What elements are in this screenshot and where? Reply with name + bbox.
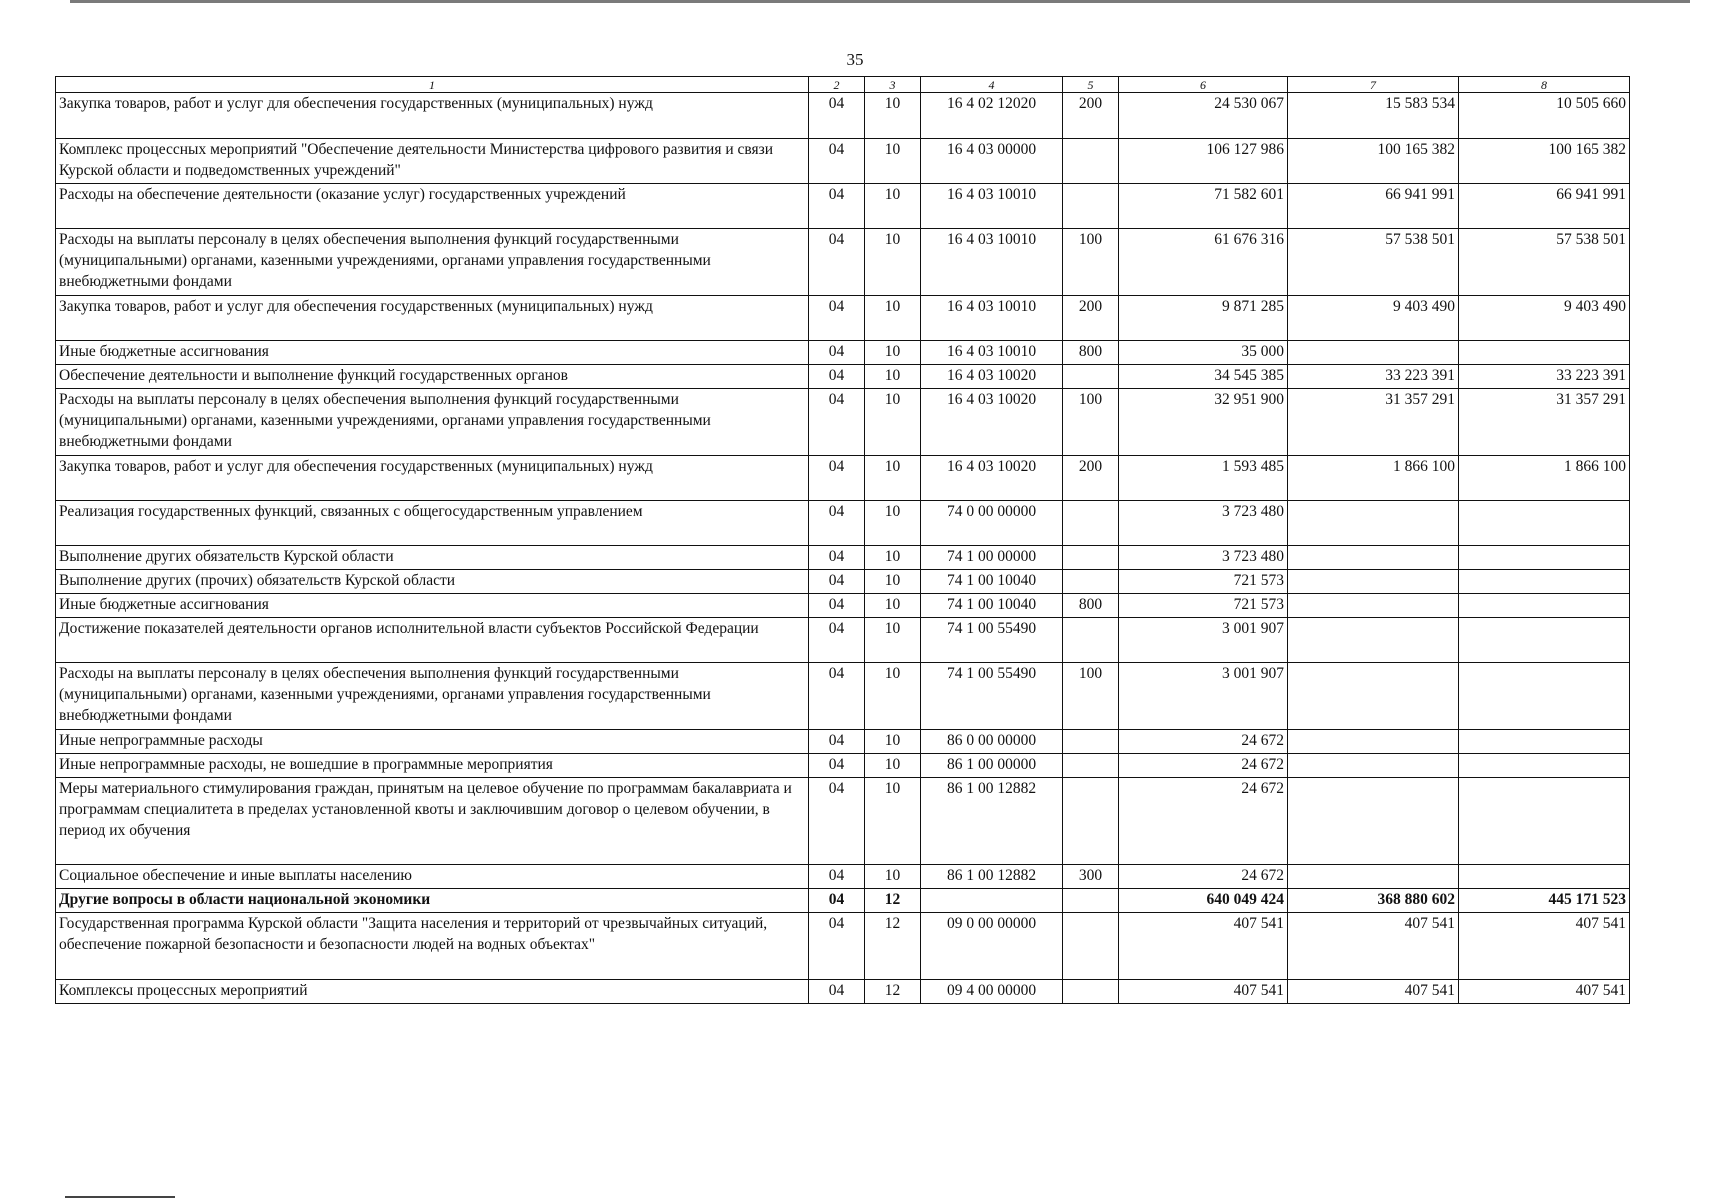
table-row bbox=[56, 570, 1630, 594]
cell-target-code: 86 1 00 12882 bbox=[921, 778, 1063, 865]
cell-expense-type: 100 bbox=[1063, 663, 1119, 730]
cell-name: Закупка товаров, работ и услуг для обеспечения государственных (муниципальных) нужд bbox=[56, 456, 809, 501]
cell-section: 04 bbox=[809, 980, 865, 1004]
cell-subsection: 10 bbox=[865, 546, 921, 570]
column-header-1: 1 bbox=[56, 77, 809, 93]
cell-name: Социальное обеспечение и иные выплаты населению bbox=[56, 865, 809, 889]
cell-section: 04 bbox=[809, 501, 865, 546]
cell-subsection: 12 bbox=[865, 889, 921, 913]
cell-section: 04 bbox=[809, 389, 865, 456]
table-row bbox=[56, 139, 1630, 184]
table-row bbox=[56, 754, 1630, 778]
cell-amount-8: 10 505 660 bbox=[1459, 93, 1630, 139]
table-row bbox=[56, 980, 1630, 1004]
table-row bbox=[56, 456, 1630, 501]
cell-name: Комплексы процессных мероприятий bbox=[56, 980, 809, 1004]
cell-amount-7 bbox=[1288, 570, 1459, 594]
cell-section: 04 bbox=[809, 865, 865, 889]
cell-expense-type: 800 bbox=[1063, 594, 1119, 618]
cell-amount-8 bbox=[1459, 778, 1630, 865]
cell-name: Закупка товаров, работ и услуг для обеспечения государственных (муниципальных) нужд bbox=[56, 296, 809, 341]
cell-subsection: 10 bbox=[865, 341, 921, 365]
table-row bbox=[56, 778, 1630, 865]
cell-amount-6: 3 723 480 bbox=[1119, 501, 1288, 546]
cell-amount-8: 407 541 bbox=[1459, 913, 1630, 980]
table-row bbox=[56, 501, 1630, 546]
cell-expense-type bbox=[1063, 754, 1119, 778]
cell-amount-8 bbox=[1459, 570, 1630, 594]
table-row bbox=[56, 341, 1630, 365]
cell-amount-7: 368 880 602 bbox=[1288, 889, 1459, 913]
cell-name: Иные бюджетные ассигнования bbox=[56, 594, 809, 618]
cell-amount-8 bbox=[1459, 341, 1630, 365]
cell-target-code: 86 1 00 00000 bbox=[921, 754, 1063, 778]
cell-expense-type bbox=[1063, 501, 1119, 546]
cell-target-code: 09 0 00 00000 bbox=[921, 913, 1063, 980]
cell-section: 04 bbox=[809, 184, 865, 229]
cell-name: Меры материального стимулирования граждан, принятым на целевое обучение по программам бакалавриата и программам специалитета в пределах установленной квоты и заключившим договор о целевом обучении, в период их обучения bbox=[56, 778, 809, 865]
cell-name: Закупка товаров, работ и услуг для обеспечения государственных (муниципальных) нужд bbox=[56, 93, 809, 139]
cell-section: 04 bbox=[809, 570, 865, 594]
cell-amount-7: 33 223 391 bbox=[1288, 365, 1459, 389]
table-row bbox=[56, 913, 1630, 980]
page-number: 35 bbox=[846, 50, 864, 69]
table-header-row bbox=[56, 77, 1630, 93]
table-row bbox=[56, 663, 1630, 730]
cell-amount-8: 445 171 523 bbox=[1459, 889, 1630, 913]
cell-amount-6: 9 871 285 bbox=[1119, 296, 1288, 341]
cell-amount-7 bbox=[1288, 778, 1459, 865]
cell-subsection: 10 bbox=[865, 184, 921, 229]
cell-subsection: 10 bbox=[865, 456, 921, 501]
cell-subsection: 10 bbox=[865, 93, 921, 139]
cell-target-code: 74 1 00 00000 bbox=[921, 546, 1063, 570]
cell-amount-8 bbox=[1459, 546, 1630, 570]
cell-section: 04 bbox=[809, 546, 865, 570]
cell-amount-7: 407 541 bbox=[1288, 913, 1459, 980]
cell-name: Иные непрограммные расходы, не вошедшие в программные мероприятия bbox=[56, 754, 809, 778]
cell-section: 04 bbox=[809, 889, 865, 913]
cell-section: 04 bbox=[809, 754, 865, 778]
table-row bbox=[56, 730, 1630, 754]
cell-amount-6: 3 723 480 bbox=[1119, 546, 1288, 570]
cell-amount-7 bbox=[1288, 341, 1459, 365]
cell-subsection: 10 bbox=[865, 730, 921, 754]
cell-amount-6: 34 545 385 bbox=[1119, 365, 1288, 389]
cell-expense-type bbox=[1063, 618, 1119, 663]
cell-target-code: 74 1 00 55490 bbox=[921, 618, 1063, 663]
cell-amount-8: 407 541 bbox=[1459, 980, 1630, 1004]
cell-expense-type: 300 bbox=[1063, 865, 1119, 889]
top-scan-rule bbox=[70, 0, 1690, 3]
cell-amount-7: 15 583 534 bbox=[1288, 93, 1459, 139]
column-header-7: 7 bbox=[1288, 77, 1459, 93]
cell-amount-6: 35 000 bbox=[1119, 341, 1288, 365]
cell-amount-8: 9 403 490 bbox=[1459, 296, 1630, 341]
cell-name: Реализация государственных функций, связанных с общегосударственным управлением bbox=[56, 501, 809, 546]
table-row bbox=[56, 229, 1630, 296]
cell-expense-type: 100 bbox=[1063, 229, 1119, 296]
cell-expense-type bbox=[1063, 778, 1119, 865]
budget-table bbox=[55, 76, 1630, 1004]
cell-target-code: 16 4 03 10010 bbox=[921, 296, 1063, 341]
cell-amount-7: 66 941 991 bbox=[1288, 184, 1459, 229]
cell-subsection: 10 bbox=[865, 229, 921, 296]
cell-target-code: 16 4 03 10020 bbox=[921, 456, 1063, 501]
cell-section: 04 bbox=[809, 456, 865, 501]
cell-section: 04 bbox=[809, 341, 865, 365]
cell-section: 04 bbox=[809, 365, 865, 389]
cell-amount-6: 407 541 bbox=[1119, 980, 1288, 1004]
cell-amount-7 bbox=[1288, 594, 1459, 618]
cell-name: Расходы на выплаты персоналу в целях обеспечения выполнения функций государственными (муниципальными) органами, казенными учреждениями, органами управления государственными внебюджетными фондами bbox=[56, 663, 809, 730]
cell-target-code bbox=[921, 889, 1063, 913]
cell-amount-6: 71 582 601 bbox=[1119, 184, 1288, 229]
cell-expense-type: 200 bbox=[1063, 93, 1119, 139]
cell-amount-8 bbox=[1459, 618, 1630, 663]
cell-subsection: 10 bbox=[865, 618, 921, 663]
cell-section: 04 bbox=[809, 913, 865, 980]
cell-name: Другие вопросы в области национальной экономики bbox=[56, 889, 809, 913]
cell-expense-type: 800 bbox=[1063, 341, 1119, 365]
cell-amount-7 bbox=[1288, 618, 1459, 663]
cell-amount-6: 24 672 bbox=[1119, 865, 1288, 889]
cell-amount-8: 100 165 382 bbox=[1459, 139, 1630, 184]
column-header-3: 3 bbox=[865, 77, 921, 93]
column-header-4: 4 bbox=[921, 77, 1063, 93]
cell-subsection: 10 bbox=[865, 139, 921, 184]
cell-target-code: 16 4 03 10010 bbox=[921, 184, 1063, 229]
cell-section: 04 bbox=[809, 778, 865, 865]
cell-expense-type bbox=[1063, 139, 1119, 184]
cell-subsection: 10 bbox=[865, 594, 921, 618]
cell-amount-6: 3 001 907 bbox=[1119, 618, 1288, 663]
cell-section: 04 bbox=[809, 730, 865, 754]
column-header-8: 8 bbox=[1459, 77, 1630, 93]
cell-name: Иные бюджетные ассигнования bbox=[56, 341, 809, 365]
cell-target-code: 16 4 03 00000 bbox=[921, 139, 1063, 184]
cell-amount-8 bbox=[1459, 730, 1630, 754]
cell-subsection: 10 bbox=[865, 365, 921, 389]
table-row bbox=[56, 93, 1630, 139]
cell-amount-8 bbox=[1459, 865, 1630, 889]
cell-section: 04 bbox=[809, 663, 865, 730]
cell-section: 04 bbox=[809, 139, 865, 184]
cell-name: Государственная программа Курской области "Защита населения и территорий от чрезвычайных ситуаций, обеспечение пожарной безопасности и безопасности людей на водных объектах" bbox=[56, 913, 809, 980]
cell-subsection: 10 bbox=[865, 663, 921, 730]
cell-amount-6: 24 672 bbox=[1119, 778, 1288, 865]
table-body bbox=[56, 93, 1630, 1004]
cell-amount-6: 407 541 bbox=[1119, 913, 1288, 980]
cell-name: Расходы на выплаты персоналу в целях обеспечения выполнения функций государственными (муниципальными) органами, казенными учреждениями, органами управления государственными внебюджетными фондами bbox=[56, 229, 809, 296]
bottom-scan-mark bbox=[65, 1196, 175, 1198]
table-row bbox=[56, 546, 1630, 570]
cell-amount-8: 1 866 100 bbox=[1459, 456, 1630, 501]
cell-section: 04 bbox=[809, 229, 865, 296]
cell-target-code: 16 4 03 10020 bbox=[921, 389, 1063, 456]
cell-amount-6: 24 672 bbox=[1119, 754, 1288, 778]
cell-amount-8: 31 357 291 bbox=[1459, 389, 1630, 456]
cell-amount-8 bbox=[1459, 501, 1630, 546]
cell-name: Иные непрограммные расходы bbox=[56, 730, 809, 754]
cell-amount-8: 66 941 991 bbox=[1459, 184, 1630, 229]
table-row bbox=[56, 618, 1630, 663]
cell-expense-type: 100 bbox=[1063, 389, 1119, 456]
cell-subsection: 10 bbox=[865, 754, 921, 778]
cell-subsection: 10 bbox=[865, 296, 921, 341]
cell-section: 04 bbox=[809, 594, 865, 618]
cell-amount-6: 24 530 067 bbox=[1119, 93, 1288, 139]
cell-expense-type bbox=[1063, 889, 1119, 913]
cell-target-code: 74 1 00 55490 bbox=[921, 663, 1063, 730]
table-row bbox=[56, 594, 1630, 618]
column-header-5: 5 bbox=[1063, 77, 1119, 93]
cell-subsection: 10 bbox=[865, 501, 921, 546]
cell-amount-7: 100 165 382 bbox=[1288, 139, 1459, 184]
cell-amount-8: 57 538 501 bbox=[1459, 229, 1630, 296]
cell-expense-type: 200 bbox=[1063, 456, 1119, 501]
column-header-6: 6 bbox=[1119, 77, 1288, 93]
cell-amount-7: 407 541 bbox=[1288, 980, 1459, 1004]
cell-amount-8 bbox=[1459, 594, 1630, 618]
column-header-2: 2 bbox=[809, 77, 865, 93]
cell-subsection: 12 bbox=[865, 913, 921, 980]
cell-target-code: 86 1 00 12882 bbox=[921, 865, 1063, 889]
cell-amount-6: 721 573 bbox=[1119, 570, 1288, 594]
cell-amount-7 bbox=[1288, 754, 1459, 778]
cell-amount-6: 721 573 bbox=[1119, 594, 1288, 618]
cell-expense-type bbox=[1063, 546, 1119, 570]
cell-amount-8: 33 223 391 bbox=[1459, 365, 1630, 389]
cell-amount-6: 3 001 907 bbox=[1119, 663, 1288, 730]
cell-section: 04 bbox=[809, 618, 865, 663]
cell-subsection: 10 bbox=[865, 389, 921, 456]
cell-amount-7 bbox=[1288, 546, 1459, 570]
cell-amount-7: 31 357 291 bbox=[1288, 389, 1459, 456]
cell-amount-8 bbox=[1459, 754, 1630, 778]
cell-amount-6: 1 593 485 bbox=[1119, 456, 1288, 501]
cell-expense-type: 200 bbox=[1063, 296, 1119, 341]
table-row bbox=[56, 389, 1630, 456]
cell-name: Комплекс процессных мероприятий "Обеспечение деятельности Министерства цифрового развития и связи Курской области и подведомственных учреждений" bbox=[56, 139, 809, 184]
cell-name: Выполнение других (прочих) обязательств Курской области bbox=[56, 570, 809, 594]
cell-amount-7: 57 538 501 bbox=[1288, 229, 1459, 296]
cell-target-code: 16 4 03 10020 bbox=[921, 365, 1063, 389]
cell-target-code: 86 0 00 00000 bbox=[921, 730, 1063, 754]
cell-target-code: 16 4 03 10010 bbox=[921, 229, 1063, 296]
cell-amount-7 bbox=[1288, 865, 1459, 889]
cell-expense-type bbox=[1063, 730, 1119, 754]
cell-amount-8 bbox=[1459, 663, 1630, 730]
cell-subsection: 10 bbox=[865, 865, 921, 889]
cell-name: Выполнение других обязательств Курской области bbox=[56, 546, 809, 570]
cell-target-code: 16 4 02 12020 bbox=[921, 93, 1063, 139]
table-row bbox=[56, 296, 1630, 341]
cell-expense-type bbox=[1063, 184, 1119, 229]
cell-amount-6: 61 676 316 bbox=[1119, 229, 1288, 296]
cell-expense-type bbox=[1063, 913, 1119, 980]
cell-target-code: 74 1 00 10040 bbox=[921, 594, 1063, 618]
cell-name: Обеспечение деятельности и выполнение функций государственных органов bbox=[56, 365, 809, 389]
cell-target-code: 74 0 00 00000 bbox=[921, 501, 1063, 546]
cell-name: Расходы на обеспечение деятельности (оказание услуг) государственных учреждений bbox=[56, 184, 809, 229]
cell-target-code: 16 4 03 10010 bbox=[921, 341, 1063, 365]
cell-section: 04 bbox=[809, 296, 865, 341]
cell-expense-type bbox=[1063, 365, 1119, 389]
table-row bbox=[56, 184, 1630, 229]
cell-amount-6: 106 127 986 bbox=[1119, 139, 1288, 184]
cell-name: Достижение показателей деятельности органов исполнительной власти субъектов Российской Федерации bbox=[56, 618, 809, 663]
cell-amount-7: 1 866 100 bbox=[1288, 456, 1459, 501]
cell-amount-7: 9 403 490 bbox=[1288, 296, 1459, 341]
cell-amount-6: 32 951 900 bbox=[1119, 389, 1288, 456]
cell-subsection: 10 bbox=[865, 778, 921, 865]
cell-amount-7 bbox=[1288, 663, 1459, 730]
cell-amount-6: 24 672 bbox=[1119, 730, 1288, 754]
cell-amount-7 bbox=[1288, 501, 1459, 546]
cell-expense-type bbox=[1063, 980, 1119, 1004]
cell-amount-7 bbox=[1288, 730, 1459, 754]
table-row bbox=[56, 889, 1630, 913]
cell-amount-6: 640 049 424 bbox=[1119, 889, 1288, 913]
table-row bbox=[56, 365, 1630, 389]
cell-subsection: 10 bbox=[865, 570, 921, 594]
cell-subsection: 12 bbox=[865, 980, 921, 1004]
cell-expense-type bbox=[1063, 570, 1119, 594]
cell-target-code: 74 1 00 10040 bbox=[921, 570, 1063, 594]
cell-name: Расходы на выплаты персоналу в целях обеспечения выполнения функций государственными (муниципальными) органами, казенными учреждениями, органами управления государственными внебюджетными фондами bbox=[56, 389, 809, 456]
cell-section: 04 bbox=[809, 93, 865, 139]
table-row bbox=[56, 865, 1630, 889]
cell-target-code: 09 4 00 00000 bbox=[921, 980, 1063, 1004]
